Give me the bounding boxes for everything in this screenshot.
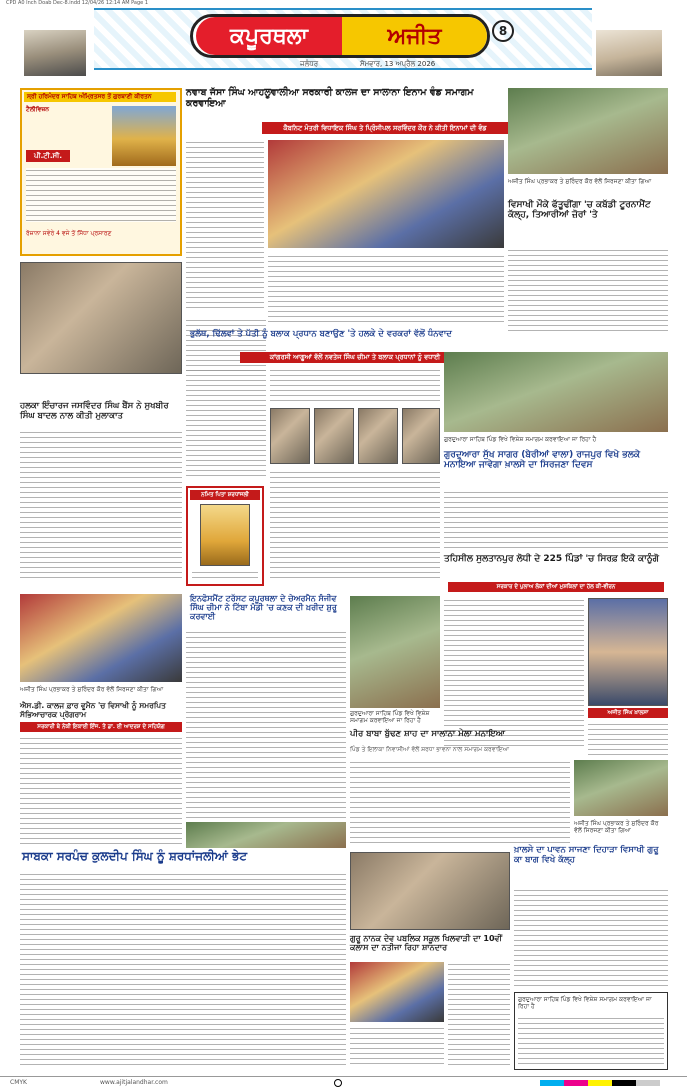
sukhbir-text xyxy=(20,430,182,580)
color-swatch-icon xyxy=(540,1080,660,1086)
gurdwara-text xyxy=(444,490,668,548)
block-president-text xyxy=(186,368,266,478)
mela-photo-right xyxy=(574,760,668,816)
masthead-left-photo xyxy=(24,30,86,76)
mela-sub: ਪਿੰਡ ਤੇ ਇਲਾਕਾ ਨਿਵਾਸੀਆਂ ਵੱਲੋਂ ਸ਼ਰਧਾ ਭਾਵਨਾ ਨਾਲ ਸਮਾਗਮ ਕਰਵਾਇਆ xyxy=(350,746,509,753)
school-text2 xyxy=(350,1026,444,1066)
lead-text-col1 xyxy=(186,140,264,310)
obit-label: ਨਮਿਤ ਪਿਤਾ ਸ਼ਰਧਾਂਜਲੀ xyxy=(190,490,260,500)
masthead-right-photo xyxy=(596,30,662,76)
gurbani-box-sub: ਟੈਲੀਵਿਜ਼ਨ xyxy=(26,106,50,113)
kabaddi-caption: ਅਜੀਤ ਸਿੰਘ ਪ੍ਰਭਾਕਰ ਤੇ ਸੁਰਿੰਦਰ ਕੌਰ ਵੱਲੋਂ ਸਿਰਜਣਾ ਕੀਤਾ ਗਿਆ xyxy=(508,178,652,185)
sarpanch-text xyxy=(20,872,346,1068)
kanungo-portrait-label: ਅਜੀਤ ਸਿੰਘ ਖ਼ਾਲਸਾ xyxy=(588,708,668,718)
kanungo-sub: ਸਰਕਾਰ ਦੇ ਪੁਲਾਅ ਲੋਕਾਂ ਦੀਆਂ ਮੁਸ਼ਕਿਲਾਂ ਦਾ ਹੱਲ ਕੀ-ਵੀਰਨ xyxy=(448,582,664,592)
page-footer xyxy=(0,1076,687,1089)
khalsa-headline: ਖ਼ਾਲਸੇ ਦਾ ਪਾਵਨ ਸਾਜਣਾ ਦਿਹਾੜਾ ਵਿਸਾਖੀ ਗੁਰੂ ਕਾ ਬਾਗ ਵਿਖੇ ਕੱਲ੍ਹ xyxy=(514,845,659,865)
sarpanch-photo xyxy=(350,852,510,930)
lead-headline: ਨਵਾਬ ਜੱਸਾ ਸਿੰਘ ਆਹਲੂਵਾਲੀਆ ਸਰਕਾਰੀ ਕਾਲਜ ਦਾ ਸਾਲਾਨਾ ਇਨਾਮ ਵੰਡ ਸਮਾਗਮ ਕਰਵਾਇਆ xyxy=(186,87,474,109)
sd-college-caption: ਅਜੀਤ ਸਿੰਘ ਪ੍ਰਭਾਕਰ ਤੇ ਸੁਰਿੰਦਰ ਕੌਰ ਵੱਲੋਂ ਸਿਰਜਣਾ ਕੀਤਾ ਗਿਆ xyxy=(20,686,164,693)
lead-text-col2 xyxy=(268,254,504,324)
wheat-text xyxy=(186,630,346,818)
group-photo-caption: ਗੁਰਦੁਆਰਾ ਸਾਹਿਬ ਪਿੰਡ ਵਿਖੇ ਵਿਸ਼ੇਸ਼ ਸਮਾਗਮ ਕਰਵਾਇਆ ਜਾ ਰਿਹਾ ਹੈ xyxy=(444,436,597,443)
golden-temple-image xyxy=(112,106,176,166)
kabaddi-headline: ਵਿਸਾਖੀ ਮੌਕੇ ਫੱਤੂਢੀਂਗਾ 'ਚ ਕਬੱਡੀ ਟੂਰਨਾਮੈਂਟ ਕੱਲ੍ਹ, ਤਿਆਰੀਆਂ ਜ਼ੋਰਾਂ 'ਤੇ xyxy=(508,200,651,221)
portrait-4 xyxy=(402,408,440,464)
meeting-photo xyxy=(20,262,182,374)
channel-label: ਪੀ.ਟੀ.ਸੀ. xyxy=(26,150,70,162)
obit-photo xyxy=(200,504,250,566)
wheat-photo xyxy=(350,596,440,708)
masthead-title-left: ਕਪੂਰਥਲਾ xyxy=(196,17,342,55)
masthead-title-right: ਅਜੀਤ xyxy=(342,17,487,55)
school-photo xyxy=(350,962,444,1022)
kabaddi-text xyxy=(508,248,668,332)
registration-mark-icon xyxy=(334,1079,342,1087)
meeting-text-a xyxy=(186,318,266,372)
portrait-1 xyxy=(270,408,310,464)
imprint-lines xyxy=(518,1016,664,1066)
mela-text xyxy=(350,760,570,846)
sd-college-text xyxy=(20,736,182,844)
issue-date: ਸੋਮਵਾਰ, 13 ਅਪ੍ਰੈਲ 2026 xyxy=(360,60,436,68)
lead-photo xyxy=(268,140,504,248)
imprint-text: ਗੁਰਦੁਆਰਾ ਸਾਹਿਬ ਪਿੰਡ ਵਿਖੇ ਵਿਸ਼ੇਸ਼ ਸਮਾਗਮ ਕਰਵਾਇਆ ਜਾ ਰਿਹਾ ਹੈ xyxy=(518,996,652,1011)
sarpanch-headline: ਸਾਬਕਾ ਸਰਪੰਚ ਕੁਲਦੀਪ ਸਿੰਘ ਨੂੰ ਸ਼ਰਧਾਂਜਲੀਆਂ ਭੇਟ xyxy=(22,849,248,863)
page-number: 8 xyxy=(492,20,514,42)
kanungo-portrait xyxy=(588,598,668,706)
sd-college-headline: ਐਸ.ਡੀ. ਕਾਲਜ ਫ਼ਾਰ ਵੂਮੈਨ 'ਚ ਵਿਸਾਖੀ ਨੂੰ ਸਮਰਪਿਤ ਸੱਭਿਆਚਾਰਕ ਪ੍ਰੋਗਰਾਮ xyxy=(20,701,166,719)
gurbani-box-text xyxy=(26,168,176,222)
footer-right: www.ajitjalandhar.com xyxy=(100,1079,168,1086)
mela-photo-caption: ਅਜੀਤ ਸਿੰਘ ਪ੍ਰਭਾਕਰ ਤੇ ਸੁਰਿੰਦਰ ਕੌਰ ਵੱਲੋਂ ਸਿਰਜਣਾ ਕੀਤਾ ਗਿਆ xyxy=(574,820,659,835)
top-slug: CPD A0 Inch Doab Dec-8.indd 12/04/26 12:14 AM Page 1 xyxy=(6,0,149,6)
portrait-3 xyxy=(358,408,398,464)
sukhbir-headline: ਹਲਕਾ ਇੰਚਾਰਜ ਜਸਵਿੰਦਰ ਸਿੰਘ ਬੈਂਸ ਨੇ ਸੁਖਬੀਰ ਸਿੰਘ ਬਾਦਲ ਨਾਲ ਕੀਤੀ ਮੁਲਾਕਾਤ xyxy=(20,401,169,421)
group-photo-right xyxy=(444,352,668,432)
block-president-sub: ਕਾਂਗਰਸੀ ਆਗੂਆਂ ਵੱਲੋਂ ਨਵਤੇਜ ਸਿੰਘ ਚੀਮਾ ਤੇ ਬਲਾਕ ਪ੍ਰਧਾਨਾਂ ਨੂੰ ਵਧਾਈ xyxy=(240,352,470,363)
sd-college-sub: ਸਰਕਾਰੀ ਬੇ ਨੇਕੀ ਇਕਾਈ ਇੰਜ. ਤੇ ਡਾ. ਈ ਆਦਰਸ਼ ਦੇ ਸਹਿਯੋਗ xyxy=(20,722,182,732)
kabaddi-photo xyxy=(508,88,668,174)
block-president-text2 xyxy=(270,368,440,404)
portrait-2 xyxy=(314,408,354,464)
wheat-headline: ਇਨਫੋਸਮੈਂਟ ਟਰੱਸਟ ਕਪੂਰਥਲਾ ਦੇ ਚੇਅਰਮੈਨ ਸੰਜੀਵ ਸਿੰਘ ਚੀਮਾ ਨੇ ਟਿੱਬਾ ਮੰਡੀ 'ਚ ਕਣਕ ਦੀ ਖ਼ਰੀਦ ਸ਼ੁਰੂ ਕਰਵਾਈ xyxy=(190,594,337,622)
sd-college-photo xyxy=(20,594,182,682)
gurbani-box-title: ਸ੍ਰੀ ਹਰਿਮੰਦਰ ਸਾਹਿਬ ਅੰਮ੍ਰਿਤਸਰ ਤੋਂ ਗੁਰਬਾਣੀ ਕੀਰਤਨ xyxy=(24,92,176,102)
school-headline: ਗੁਰੂ ਨਾਨਕ ਦੇਵ ਪਬਲਿਕ ਸਕੂਲ ਖਿਲਵਾੜੀ ਦਾ 10ਵੀਂ ਕਲਾਸ ਦਾ ਨਤੀਜਾ ਰਿਹਾ ਸ਼ਾਨਦਾਰ xyxy=(350,934,502,953)
kanungo-headline: ਤਹਿਸੀਲ ਸੁਲਤਾਨਪੁਰ ਲੋਧੀ ਦੇ 225 ਪਿੰਡਾਂ 'ਚ ਸਿਰਫ਼ ਇਕੋ ਕਾਨੂੰਗੋ xyxy=(444,554,659,564)
khalsa-text xyxy=(514,888,668,986)
gurdwara-headline: ਗੁਰਦੁਆਰਾ ਸੁੱਖ ਸਾਗਰ (ਬੇਰੀਆਂ ਵਾਲਾ) ਰਾਜਪੁਰ ਵਿਖੇ ਭਲਕੇ ਮਨਾਇਆ ਜਾਵੇਗਾ ਖ਼ਾਲਸੇ ਦਾ ਸਿਰਜਣਾ ਦਿਵਸ xyxy=(444,450,641,471)
lead-subheadline: ਕੈਬਨਿਟ ਮੰਤਰੀ ਵਿਧਾਇਕ ਸਿੰਘ ਤੇ ਪ੍ਰਿੰਸੀਪਲ ਸਰਵਿੰਦਰ ਕੌਰ ਨੇ ਕੀਤੀ ਇਨਾਮਾਂ ਦੀ ਵੰਡ xyxy=(262,122,508,134)
school-text xyxy=(448,962,510,1066)
field-photo xyxy=(186,822,346,848)
obit-text xyxy=(192,570,258,582)
kanungo-text2 xyxy=(588,722,668,756)
gurbani-box-note: ਰੋਜ਼ਾਨਾ ਸਵੇਰੇ 4 ਵਜੇ ਤੋਂ ਸਿੱਧਾ ਪ੍ਰਸਾਰਣ xyxy=(26,230,112,237)
footer-left: CMYK xyxy=(10,1079,27,1086)
wheat-caption: ਗੁਰਦੁਆਰਾ ਸਾਹਿਬ ਪਿੰਡ ਵਿਖੇ ਵਿਸ਼ੇਸ਼ ਸਮਾਗਮ ਕਰਵਾਇਆ ਜਾ ਰਿਹਾ ਹੈ xyxy=(350,710,430,725)
edition-label: ਜਲੰਧਰ xyxy=(300,60,319,68)
block-president-headline: ਭੁਲੱਥ, ਢਿੱਲਵਾਂ ਤੇ ਪੱਤੀ ਨੂੰ ਬਲਾਕ ਪ੍ਰਧਾਨ ਬਣਾਉਣ 'ਤੇ ਹਲਕੇ ਦੇ ਵਰਕਰਾਂ ਵੱਲੋਂ ਧੰਨਵਾਦ xyxy=(190,329,452,339)
kanungo-text xyxy=(444,598,584,748)
mela-headline: ਪੀਰ ਬਾਬਾ ਬੁੱਢਣ ਸ਼ਾਹ ਦਾ ਸਾਲਾਨਾ ਮੇਲਾ ਮਨਾਇਆ xyxy=(350,729,506,739)
story3-extra-text xyxy=(270,470,440,582)
